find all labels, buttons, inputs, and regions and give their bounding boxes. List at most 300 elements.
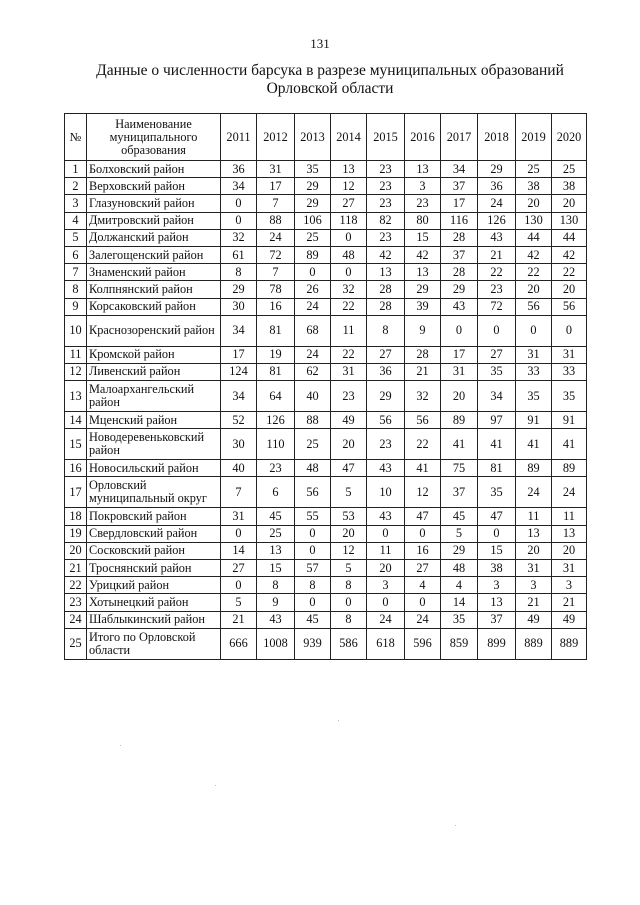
population-value: 25 — [552, 161, 587, 178]
population-value: 88 — [257, 212, 295, 229]
population-value: 43 — [257, 611, 295, 628]
population-value: 13 — [257, 542, 295, 559]
population-value: 28 — [441, 264, 478, 281]
population-value: 20 — [331, 525, 367, 542]
population-value: 17 — [257, 178, 295, 195]
scan-speck — [120, 745, 121, 746]
population-value: 47 — [405, 508, 441, 525]
population-value: 11 — [516, 508, 552, 525]
row-number: 21 — [65, 560, 87, 577]
population-value: 0 — [516, 315, 552, 346]
row-number: 15 — [65, 429, 87, 460]
population-value: 26 — [295, 281, 331, 298]
table-row — [65, 281, 587, 298]
population-value: 23 — [367, 178, 405, 195]
population-value: 41 — [441, 429, 478, 460]
table-row — [65, 246, 587, 263]
population-value: 31 — [441, 363, 478, 380]
population-value: 48 — [331, 246, 367, 263]
population-value: 20 — [552, 195, 587, 212]
population-value: 3 — [478, 577, 516, 594]
population-value: 116 — [441, 212, 478, 229]
population-value: 12 — [331, 178, 367, 195]
population-value: 16 — [405, 542, 441, 559]
population-value: 11 — [331, 315, 367, 346]
table-row — [65, 525, 587, 542]
population-value: 899 — [478, 628, 516, 659]
scan-speck — [215, 785, 216, 786]
population-value: 586 — [331, 628, 367, 659]
population-value: 0 — [331, 594, 367, 611]
population-value: 5 — [331, 477, 367, 508]
header-year: 2015 — [367, 114, 405, 161]
table-row — [65, 611, 587, 628]
scan-speck — [338, 720, 339, 721]
table-row — [65, 161, 587, 178]
population-value: 21 — [478, 246, 516, 263]
header-year: 2020 — [552, 114, 587, 161]
row-number: 16 — [65, 460, 87, 477]
header-year: 2018 — [478, 114, 516, 161]
population-value: 15 — [405, 229, 441, 246]
population-value: 14 — [441, 594, 478, 611]
population-value: 10 — [367, 477, 405, 508]
row-number: 19 — [65, 525, 87, 542]
population-value: 27 — [405, 560, 441, 577]
population-value: 11 — [552, 508, 587, 525]
population-value: 97 — [478, 412, 516, 429]
population-value: 118 — [331, 212, 367, 229]
population-value: 5 — [221, 594, 257, 611]
row-number: 4 — [65, 212, 87, 229]
population-value: 57 — [295, 560, 331, 577]
municipality-name: Колпнянский район — [87, 281, 221, 298]
population-value: 0 — [478, 525, 516, 542]
population-value: 78 — [257, 281, 295, 298]
population-value: 3 — [552, 577, 587, 594]
municipality-name: Свердловский район — [87, 525, 221, 542]
population-value: 24 — [405, 611, 441, 628]
population-value: 91 — [552, 412, 587, 429]
municipality-name: Корсаковский район — [87, 298, 221, 315]
population-value: 89 — [295, 246, 331, 263]
population-value: 48 — [295, 460, 331, 477]
population-value: 34 — [441, 161, 478, 178]
population-value: 45 — [441, 508, 478, 525]
population-value: 44 — [552, 229, 587, 246]
population-value: 21 — [552, 594, 587, 611]
population-value: 45 — [295, 611, 331, 628]
population-value: 42 — [405, 246, 441, 263]
population-value: 35 — [552, 381, 587, 412]
population-value: 61 — [221, 246, 257, 263]
row-number: 3 — [65, 195, 87, 212]
population-value: 35 — [295, 161, 331, 178]
population-value: 35 — [516, 381, 552, 412]
population-value: 13 — [405, 161, 441, 178]
row-number: 24 — [65, 611, 87, 628]
row-number: 8 — [65, 281, 87, 298]
population-value: 29 — [295, 178, 331, 195]
municipality-name: Малоархангельский район — [87, 381, 221, 412]
population-value: 34 — [221, 178, 257, 195]
municipality-name: Орловский муниципальный округ — [87, 477, 221, 508]
population-value: 49 — [552, 611, 587, 628]
municipality-name: Итого по Орловской области — [87, 628, 221, 659]
population-value: 13 — [552, 525, 587, 542]
population-value: 43 — [441, 298, 478, 315]
population-value: 21 — [221, 611, 257, 628]
row-number: 17 — [65, 477, 87, 508]
row-number: 11 — [65, 346, 87, 363]
header-num: № — [65, 114, 87, 161]
population-value: 29 — [478, 161, 516, 178]
population-value: 41 — [405, 460, 441, 477]
row-number: 5 — [65, 229, 87, 246]
population-value: 0 — [367, 594, 405, 611]
table-row — [65, 178, 587, 195]
population-value: 4 — [405, 577, 441, 594]
population-value: 22 — [331, 298, 367, 315]
population-value: 0 — [331, 229, 367, 246]
population-value: 27 — [367, 346, 405, 363]
population-value: 20 — [552, 281, 587, 298]
row-number: 20 — [65, 542, 87, 559]
population-value: 47 — [331, 460, 367, 477]
population-value: 29 — [221, 281, 257, 298]
population-value: 7 — [257, 264, 295, 281]
population-value: 24 — [367, 611, 405, 628]
population-value: 0 — [221, 212, 257, 229]
population-value: 20 — [516, 542, 552, 559]
population-value: 43 — [478, 229, 516, 246]
population-value: 38 — [516, 178, 552, 195]
population-value: 47 — [478, 508, 516, 525]
population-value: 80 — [405, 212, 441, 229]
population-value: 89 — [516, 460, 552, 477]
population-value: 22 — [516, 264, 552, 281]
population-value: 126 — [478, 212, 516, 229]
population-value: 40 — [221, 460, 257, 477]
population-value: 88 — [295, 412, 331, 429]
population-value: 44 — [516, 229, 552, 246]
table-row — [65, 212, 587, 229]
population-value: 29 — [441, 542, 478, 559]
population-value: 1008 — [257, 628, 295, 659]
population-value: 12 — [331, 542, 367, 559]
municipality-name: Троснянский район — [87, 560, 221, 577]
municipality-name: Новодеревеньковский район — [87, 429, 221, 460]
population-value: 6 — [257, 477, 295, 508]
title-line-1: Данные о численности барсука в разрезе муниципальных образований — [96, 62, 564, 79]
table-row — [65, 264, 587, 281]
population-value: 32 — [331, 281, 367, 298]
population-value: 75 — [441, 460, 478, 477]
population-value: 618 — [367, 628, 405, 659]
population-value: 52 — [221, 412, 257, 429]
municipality-name: Дмитровский район — [87, 212, 221, 229]
population-value: 21 — [405, 363, 441, 380]
header-year: 2013 — [295, 114, 331, 161]
population-value: 43 — [367, 460, 405, 477]
population-value: 68 — [295, 315, 331, 346]
table-row — [65, 229, 587, 246]
table-row — [65, 298, 587, 315]
population-value: 72 — [478, 298, 516, 315]
population-value: 24 — [552, 477, 587, 508]
population-value: 91 — [516, 412, 552, 429]
population-value: 24 — [257, 229, 295, 246]
population-value: 49 — [331, 412, 367, 429]
population-value: 31 — [331, 363, 367, 380]
row-number: 6 — [65, 246, 87, 263]
population-value: 0 — [405, 594, 441, 611]
population-value: 27 — [478, 346, 516, 363]
population-value: 20 — [441, 381, 478, 412]
header-year: 2017 — [441, 114, 478, 161]
population-value: 130 — [552, 212, 587, 229]
population-value: 56 — [516, 298, 552, 315]
municipality-name: Залегощенский район — [87, 246, 221, 263]
table-body — [65, 161, 587, 660]
municipality-name: Ливенский район — [87, 363, 221, 380]
population-value: 11 — [367, 542, 405, 559]
population-value: 39 — [405, 298, 441, 315]
population-value: 31 — [516, 560, 552, 577]
population-value: 3 — [405, 178, 441, 195]
population-value: 48 — [441, 560, 478, 577]
population-value: 37 — [441, 246, 478, 263]
population-value: 42 — [516, 246, 552, 263]
population-value: 17 — [221, 346, 257, 363]
population-value: 56 — [405, 412, 441, 429]
header-row — [65, 114, 587, 161]
population-value: 16 — [257, 298, 295, 315]
population-value: 41 — [552, 429, 587, 460]
population-value: 14 — [221, 542, 257, 559]
population-value: 56 — [552, 298, 587, 315]
population-value: 36 — [478, 178, 516, 195]
table-row — [65, 560, 587, 577]
table-row — [65, 594, 587, 611]
population-value: 24 — [516, 477, 552, 508]
population-value: 20 — [552, 542, 587, 559]
population-value: 81 — [257, 315, 295, 346]
table-row — [65, 508, 587, 525]
population-value: 28 — [405, 346, 441, 363]
population-value: 124 — [221, 363, 257, 380]
population-value: 45 — [257, 508, 295, 525]
population-value: 33 — [516, 363, 552, 380]
population-value: 23 — [367, 229, 405, 246]
row-number: 14 — [65, 412, 87, 429]
population-value: 40 — [295, 381, 331, 412]
population-value: 9 — [257, 594, 295, 611]
population-value: 27 — [221, 560, 257, 577]
population-value: 42 — [367, 246, 405, 263]
population-value: 29 — [295, 195, 331, 212]
municipality-name: Кромской район — [87, 346, 221, 363]
population-value: 32 — [221, 229, 257, 246]
municipality-name: Сосковский район — [87, 542, 221, 559]
population-value: 28 — [367, 281, 405, 298]
population-value: 31 — [257, 161, 295, 178]
population-value: 13 — [405, 264, 441, 281]
population-value: 21 — [516, 594, 552, 611]
population-value: 22 — [478, 264, 516, 281]
population-value: 53 — [331, 508, 367, 525]
population-value: 15 — [257, 560, 295, 577]
table-row — [65, 363, 587, 380]
municipality-name: Верховский район — [87, 178, 221, 195]
population-value: 89 — [552, 460, 587, 477]
population-value: 0 — [221, 577, 257, 594]
population-value: 22 — [552, 264, 587, 281]
row-number: 7 — [65, 264, 87, 281]
population-value: 62 — [295, 363, 331, 380]
population-value: 31 — [552, 346, 587, 363]
population-value: 8 — [221, 264, 257, 281]
page-number: 131 — [310, 36, 330, 51]
population-value: 82 — [367, 212, 405, 229]
table-row — [65, 577, 587, 594]
municipality-name: Новосильский район — [87, 460, 221, 477]
population-value: 7 — [257, 195, 295, 212]
population-value: 0 — [295, 264, 331, 281]
population-value: 596 — [405, 628, 441, 659]
population-value: 3 — [367, 577, 405, 594]
population-value: 8 — [257, 577, 295, 594]
population-value: 0 — [295, 542, 331, 559]
population-value: 8 — [331, 611, 367, 628]
population-value: 23 — [331, 381, 367, 412]
population-value: 37 — [441, 477, 478, 508]
population-value: 81 — [478, 460, 516, 477]
header-year: 2014 — [331, 114, 367, 161]
population-value: 7 — [221, 477, 257, 508]
municipality-name: Знаменский район — [87, 264, 221, 281]
municipality-name: Хотынецкий район — [87, 594, 221, 611]
population-value: 13 — [478, 594, 516, 611]
population-value: 15 — [478, 542, 516, 559]
population-value: 0 — [295, 525, 331, 542]
population-value: 5 — [331, 560, 367, 577]
table-row — [65, 315, 587, 346]
municipality-name: Болховский район — [87, 161, 221, 178]
population-value: 38 — [478, 560, 516, 577]
population-value: 28 — [441, 229, 478, 246]
population-value: 32 — [405, 381, 441, 412]
row-number: 10 — [65, 315, 87, 346]
municipality-name: Краснозоренский район — [87, 315, 221, 346]
population-value: 23 — [367, 195, 405, 212]
population-value: 23 — [257, 460, 295, 477]
population-value: 0 — [441, 315, 478, 346]
table-row — [65, 460, 587, 477]
population-value: 49 — [516, 611, 552, 628]
population-value: 64 — [257, 381, 295, 412]
population-value: 17 — [441, 195, 478, 212]
population-value: 29 — [367, 381, 405, 412]
population-value: 13 — [516, 525, 552, 542]
row-number: 23 — [65, 594, 87, 611]
title-line-2: Орловской области — [266, 80, 394, 97]
population-value: 25 — [295, 229, 331, 246]
population-value: 939 — [295, 628, 331, 659]
population-value: 0 — [331, 264, 367, 281]
population-value: 8 — [295, 577, 331, 594]
population-value: 37 — [441, 178, 478, 195]
population-value: 20 — [367, 560, 405, 577]
population-value: 25 — [257, 525, 295, 542]
population-value: 34 — [478, 381, 516, 412]
municipality-name: Покровский район — [87, 508, 221, 525]
row-number: 12 — [65, 363, 87, 380]
population-value: 22 — [331, 346, 367, 363]
population-value: 13 — [367, 264, 405, 281]
table-row — [65, 412, 587, 429]
population-value: 4 — [441, 577, 478, 594]
population-value: 42 — [552, 246, 587, 263]
population-value: 55 — [295, 508, 331, 525]
population-value: 0 — [478, 315, 516, 346]
population-value: 0 — [405, 525, 441, 542]
population-value: 56 — [295, 477, 331, 508]
population-value: 31 — [552, 560, 587, 577]
municipality-name: Урицкий район — [87, 577, 221, 594]
population-value: 36 — [221, 161, 257, 178]
population-value: 110 — [257, 429, 295, 460]
row-number: 22 — [65, 577, 87, 594]
population-value: 25 — [516, 161, 552, 178]
population-value: 23 — [367, 429, 405, 460]
population-value: 12 — [405, 477, 441, 508]
population-value: 19 — [257, 346, 295, 363]
population-value: 41 — [478, 429, 516, 460]
population-value: 36 — [367, 363, 405, 380]
population-value: 17 — [441, 346, 478, 363]
population-value: 889 — [552, 628, 587, 659]
municipality-name: Должанский район — [87, 229, 221, 246]
table-row — [65, 346, 587, 363]
header-year: 2012 — [257, 114, 295, 161]
population-value: 0 — [367, 525, 405, 542]
header-year: 2011 — [221, 114, 257, 161]
population-value: 31 — [516, 346, 552, 363]
population-value: 30 — [221, 429, 257, 460]
population-value: 3 — [516, 577, 552, 594]
population-value: 0 — [552, 315, 587, 346]
population-value: 29 — [441, 281, 478, 298]
table-row — [65, 429, 587, 460]
header-year: 2019 — [516, 114, 552, 161]
scan-speck — [455, 825, 456, 826]
population-value: 9 — [405, 315, 441, 346]
population-value: 0 — [221, 195, 257, 212]
document-title — [40, 62, 620, 98]
table-row — [65, 628, 587, 659]
header-year: 2016 — [405, 114, 441, 161]
population-value: 81 — [257, 363, 295, 380]
population-value: 89 — [441, 412, 478, 429]
table-row — [65, 477, 587, 508]
population-value: 35 — [478, 477, 516, 508]
population-value: 130 — [516, 212, 552, 229]
population-value: 0 — [295, 594, 331, 611]
population-value: 20 — [331, 429, 367, 460]
population-value: 8 — [367, 315, 405, 346]
population-value: 34 — [221, 381, 257, 412]
